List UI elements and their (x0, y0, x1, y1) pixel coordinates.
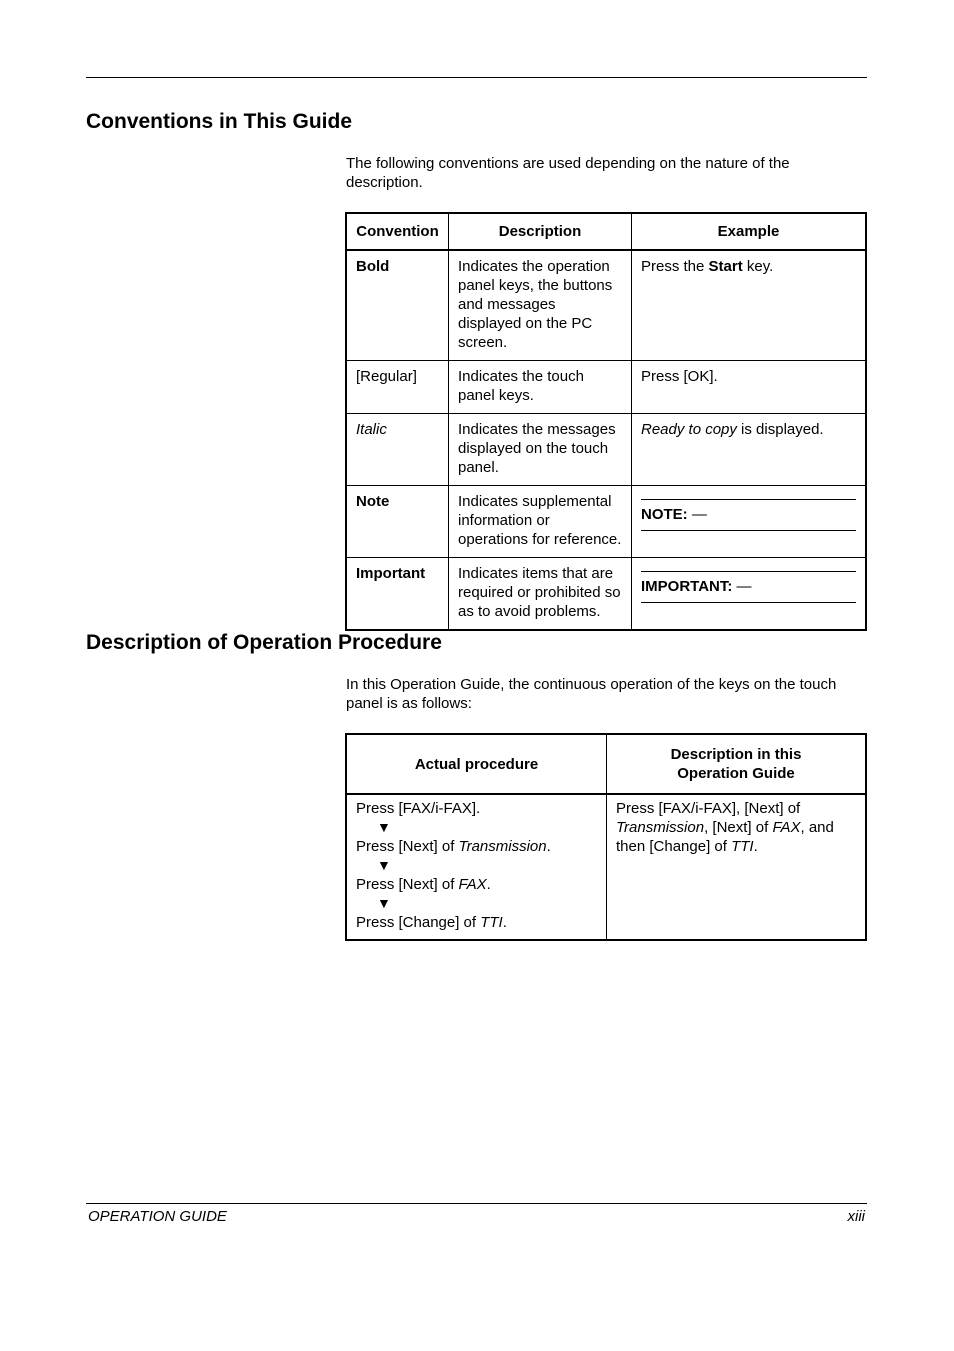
convention-cell: Important (346, 558, 449, 631)
example-italic-text: Ready to copy (641, 421, 737, 438)
note-label: NOTE: (641, 506, 688, 523)
example-text: key. (742, 258, 774, 275)
desc-italic-text: TTI (731, 838, 754, 855)
step-italic-text: Transmission (458, 838, 547, 855)
description-cell: Indicates supplemental information or operations for reference. (449, 486, 632, 558)
column-header-actual-procedure: Actual procedure (346, 734, 607, 794)
down-arrow-icon: ▼ (377, 895, 391, 911)
procedure-table (345, 733, 867, 941)
column-header-example: Example (632, 213, 867, 250)
table-header-row (346, 734, 866, 794)
table-header-row (346, 213, 866, 250)
desc-text: Press [FAX/i-FAX], [Next] of (616, 800, 801, 817)
conventions-table (345, 212, 867, 631)
step-text: Press [FAX/i-FAX]. (356, 800, 481, 817)
important-dash: — (732, 578, 752, 595)
desc-text: , and then [Change] of (616, 819, 834, 855)
important-sample (641, 571, 856, 603)
note-dash: — (687, 506, 707, 523)
table-row (346, 486, 866, 558)
header-rule (86, 77, 867, 78)
example-text: Press the (641, 258, 709, 275)
procedure-step (356, 913, 597, 932)
step-text: . (502, 914, 507, 931)
conventions-intro: The following conventions are used depending on the nature of the description. (346, 155, 790, 191)
example-cell (632, 558, 867, 631)
description-cell: Indicates the messages displayed on the touch panel. (449, 414, 632, 486)
description-cell: Indicates the touch panel keys. (449, 361, 632, 414)
example-cell (632, 250, 867, 361)
example-cell: Press [OK]. (632, 361, 867, 414)
table-row (346, 414, 866, 486)
example-text: is displayed. (736, 421, 824, 438)
note-sample (641, 499, 856, 531)
description-cell: Indicates the operation panel keys, the buttons and messages displayed on the PC screen. (449, 250, 632, 361)
example-cell (632, 486, 867, 558)
example-cell (632, 414, 867, 486)
convention-cell: Italic (346, 414, 449, 486)
step-text: . (546, 838, 551, 855)
step-text: Press [Next] of (356, 838, 459, 855)
description-cell: Indicates items that are required or prohibited so as to avoid problems. (449, 558, 632, 631)
table-row (346, 361, 866, 414)
header-line: Operation Guide (677, 765, 795, 782)
convention-cell: Bold (346, 250, 449, 361)
procedure-heading: Description of Operation Procedure (86, 631, 442, 654)
desc-text: . (753, 838, 758, 855)
step-italic-text: FAX (458, 876, 487, 893)
table-row (346, 558, 866, 631)
down-arrow-icon: ▼ (377, 819, 391, 835)
column-header-guide-description (607, 734, 867, 794)
procedure-steps-cell (346, 794, 607, 940)
desc-text: , [Next] of (704, 819, 773, 836)
desc-italic-text: FAX (772, 819, 801, 836)
guide-description-cell (607, 794, 867, 940)
table-row (346, 794, 866, 940)
down-arrow-icon: ▼ (377, 857, 391, 873)
footer-rule (86, 1203, 867, 1204)
step-text: Press [Change] of (356, 914, 481, 931)
procedure-step (356, 875, 597, 894)
footer-guide-title: OPERATION GUIDE (88, 1208, 227, 1225)
convention-cell: Note (346, 486, 449, 558)
column-header-convention: Convention (346, 213, 449, 250)
header-line: Description in this (670, 746, 802, 763)
step-text: Press [Next] of (356, 876, 459, 893)
desc-italic-text: Transmission (616, 819, 705, 836)
convention-cell: [Regular] (346, 361, 449, 414)
step-italic-text: TTI (480, 914, 503, 931)
procedure-intro: In this Operation Guide, the continuous operation of the keys on the touch panel is as follows: (346, 676, 837, 712)
procedure-step (356, 837, 597, 856)
column-header-description: Description (449, 213, 632, 250)
table-row (346, 250, 866, 361)
footer-page-number: xiii (847, 1208, 865, 1225)
conventions-heading: Conventions in This Guide (86, 110, 353, 133)
important-label: IMPORTANT: (641, 578, 733, 595)
procedure-step (356, 799, 597, 818)
step-text: . (486, 876, 491, 893)
example-bold-text: Start (708, 258, 743, 275)
